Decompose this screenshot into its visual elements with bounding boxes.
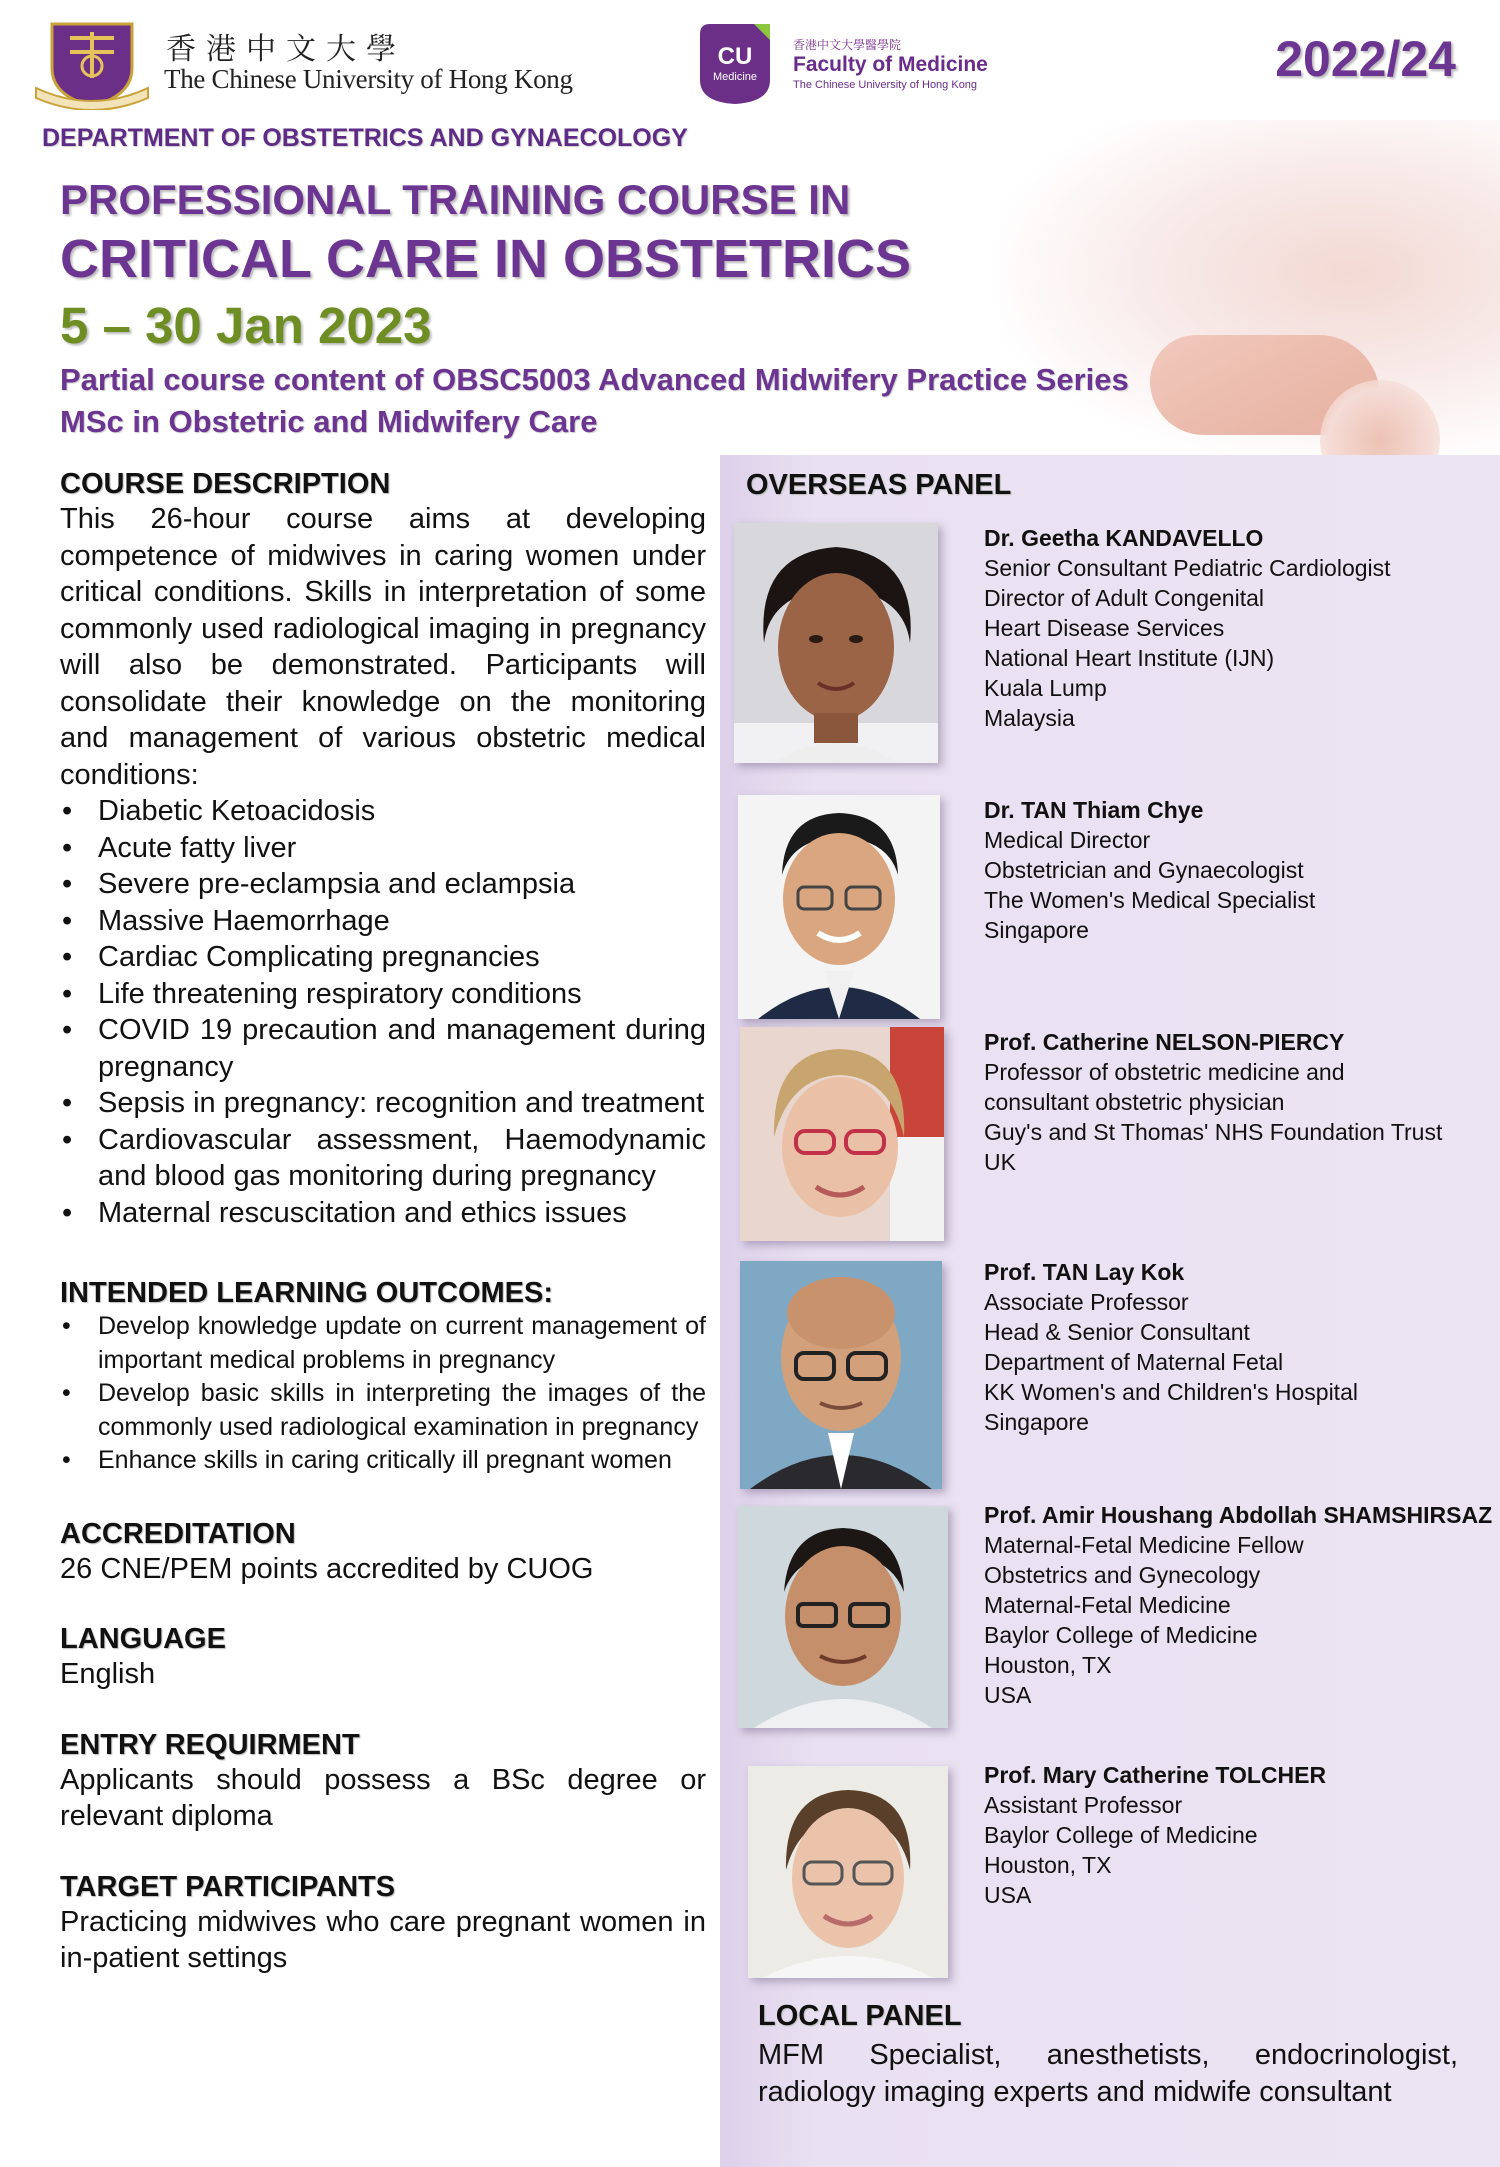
member-photo: [740, 1261, 942, 1489]
member-photo: [738, 1506, 948, 1728]
list-item: • Diabetic Ketoacidosis: [60, 793, 706, 830]
course-details-column: [60, 468, 706, 1977]
member-detail-line: Department of Maternal Fetal: [984, 1349, 1284, 1375]
member-detail-line: Houston, TX: [984, 1852, 1112, 1878]
member-details: [984, 1760, 1326, 1910]
member-name: Dr. TAN Thiam Chye: [984, 797, 1204, 823]
conditions-list: [60, 793, 706, 1231]
list-item: • Cardiac Complicating pregnancies: [60, 939, 706, 976]
member-detail-line: Assistant Professor: [984, 1792, 1183, 1818]
member-detail-line: Head & Senior Consultant: [984, 1319, 1250, 1345]
svg-text:CU: CU: [717, 43, 753, 70]
member-detail-line: UK: [984, 1149, 1016, 1175]
member-photo: [734, 523, 938, 763]
member-detail-line: Baylor College of Medicine: [984, 1622, 1258, 1648]
member-name: Prof. Mary Catherine TOLCHER: [984, 1762, 1327, 1788]
member-detail-line: Guy's and St Thomas' NHS Foundation Trust: [984, 1119, 1443, 1145]
list-item: • Maternal rescuscitation and ethics issues: [60, 1195, 706, 1232]
member-name: Prof. TAN Lay Kok: [984, 1259, 1185, 1285]
member-photo: [740, 1027, 944, 1241]
member-details: [984, 1257, 1358, 1437]
list-item: • Life threatening respiratory conditions: [60, 976, 706, 1013]
list-item: • COVID 19 precaution and management during pregnancy: [60, 1012, 706, 1085]
target-participants-text: Practicing midwives who care pregnant women in in-patient settings: [60, 1905, 706, 1974]
cu-medicine-logo: [694, 20, 776, 106]
member-detail-line: Medical Director: [984, 827, 1151, 853]
overseas-panel-heading: OVERSEAS PANEL: [746, 469, 1012, 501]
course-description-text: This 26-hour course aims at developing competence of midwives in caring women under critical conditions. Skills in interpretation of some commonly used radiological imaging in pregnancy will also be demonstrated. Participants will consolidate their knowledge on the monitoring and management of various obstetric medical conditions:: [60, 503, 706, 791]
faculty-name-english: Faculty of Medicine: [793, 53, 988, 76]
faculty-name-chinese: 香港中文大學醫學院: [793, 38, 902, 52]
member-detail-line: USA: [984, 1882, 1032, 1908]
department-name: DEPARTMENT OF OBSTETRICS AND GYNAECOLOGY: [42, 124, 688, 152]
list-item: • Massive Haemorrhage: [60, 903, 706, 940]
member-detail-line: Obstetrician and Gynaecologist: [984, 857, 1304, 883]
overseas-panel-section: [720, 455, 1500, 2167]
member-detail-line: Baylor College of Medicine: [984, 1822, 1258, 1848]
member-detail-line: USA: [984, 1682, 1032, 1708]
cuhk-name-english: The Chinese University of Hong Kong: [164, 64, 573, 94]
member-detail-line: KK Women's and Children's Hospital: [984, 1379, 1358, 1405]
page-header: [0, 0, 1500, 460]
member-name: Prof. Catherine NELSON-PIERCY: [984, 1029, 1345, 1055]
target-participants-heading: TARGET PARTICIPANTS: [60, 1870, 396, 1903]
member-detail-line: Malaysia: [984, 705, 1075, 731]
member-detail-line: Maternal-Fetal Medicine: [984, 1592, 1231, 1618]
member-name: Prof. Amir Houshang Abdollah SHAMSHIRSAZ: [984, 1502, 1493, 1528]
member-detail-line: Obstetrics and Gynecology: [984, 1562, 1261, 1588]
course-dates: 5 – 30 Jan 2023: [60, 297, 432, 354]
member-detail-line: Houston, TX: [984, 1652, 1112, 1678]
course-title-line2: CRITICAL CARE IN OBSTETRICS: [60, 229, 912, 289]
member-detail-line: The Women's Medical Specialist: [984, 887, 1316, 913]
member-detail-line: Singapore: [984, 917, 1089, 943]
list-item: • Develop basic skills in interpreting the images of the commonly used radiological examination in pregnancy: [60, 1377, 706, 1444]
list-item: • Enhance skills in caring critically ill pregnant women: [60, 1444, 706, 1478]
cuhk-name-chinese: 香港中文大學: [166, 32, 406, 67]
member-details: [984, 523, 1391, 733]
faculty-university-name: The Chinese University of Hong Kong: [793, 79, 978, 91]
course-description-heading: COURSE DESCRIPTION: [60, 468, 391, 500]
list-item: • Sepsis in pregnancy: recognition and treatment: [60, 1085, 706, 1122]
member-details: [984, 1500, 1492, 1710]
course-subtitle-line1: Partial course content of OBSC5003 Advanced Midwifery Practice Series: [60, 362, 1129, 397]
member-detail-line: Singapore: [984, 1409, 1089, 1435]
list-item: • Cardiovascular assessment, Haemodynamic and blood gas monitoring during pregnancy: [60, 1122, 706, 1195]
list-item: • Severe pre-eclampsia and eclampsia: [60, 866, 706, 903]
list-item: • Acute fatty liver: [60, 830, 706, 867]
member-detail-line: consultant obstetric physician: [984, 1089, 1285, 1115]
accreditation-heading: ACCREDITATION: [60, 1517, 296, 1550]
member-detail-line: Senior Consultant Pediatric Cardiologist: [984, 555, 1391, 581]
course-subtitle-line2: MSc in Obstetric and Midwifery Care: [60, 404, 598, 439]
learning-outcomes-heading: INTENDED LEARNING OUTCOMES:: [60, 1277, 553, 1309]
member-detail-line: Heart Disease Services: [984, 615, 1225, 641]
member-detail-line: Kuala Lump: [984, 675, 1107, 701]
member-detail-line: National Heart Institute (IJN): [984, 645, 1275, 671]
entry-requirement-heading: ENTRY REQUIRMENT: [60, 1728, 360, 1761]
learning-outcomes-list: [60, 1310, 706, 1478]
academic-year: 2022/24: [1275, 31, 1456, 87]
accreditation-text: 26 CNE/PEM points accredited by CUOG: [60, 1552, 594, 1585]
list-item: • Develop knowledge update on current management of important medical problems in pregnancy: [60, 1310, 706, 1377]
entry-requirement-text: Applicants should possess a BSc degree or relevant diploma: [60, 1763, 706, 1832]
cuhk-crest-logo: [30, 18, 154, 110]
member-detail-line: Maternal-Fetal Medicine Fellow: [984, 1532, 1304, 1558]
language-text: English: [60, 1658, 156, 1690]
member-name: Dr. Geetha KANDAVELLO: [984, 525, 1264, 551]
local-panel-text: MFM Specialist, anesthetists, endocrinologist, radiology imaging experts and midwife consultant: [758, 2039, 1458, 2108]
local-panel-heading: LOCAL PANEL: [758, 2000, 962, 2032]
member-detail-line: Director of Adult Congenital: [984, 585, 1264, 611]
baby-hand-photo: [1000, 120, 1500, 460]
svg-text:Medicine: Medicine: [712, 71, 758, 83]
member-detail-line: Professor of obstetric medicine and: [984, 1059, 1345, 1085]
member-photo: [748, 1766, 948, 1978]
member-details: [984, 1027, 1442, 1177]
member-details: [984, 795, 1315, 945]
member-detail-line: Associate Professor: [984, 1289, 1189, 1315]
member-photo: [738, 795, 940, 1019]
course-title-line1: PROFESSIONAL TRAINING COURSE IN: [60, 176, 851, 223]
language-heading: LANGUAGE: [60, 1623, 226, 1655]
